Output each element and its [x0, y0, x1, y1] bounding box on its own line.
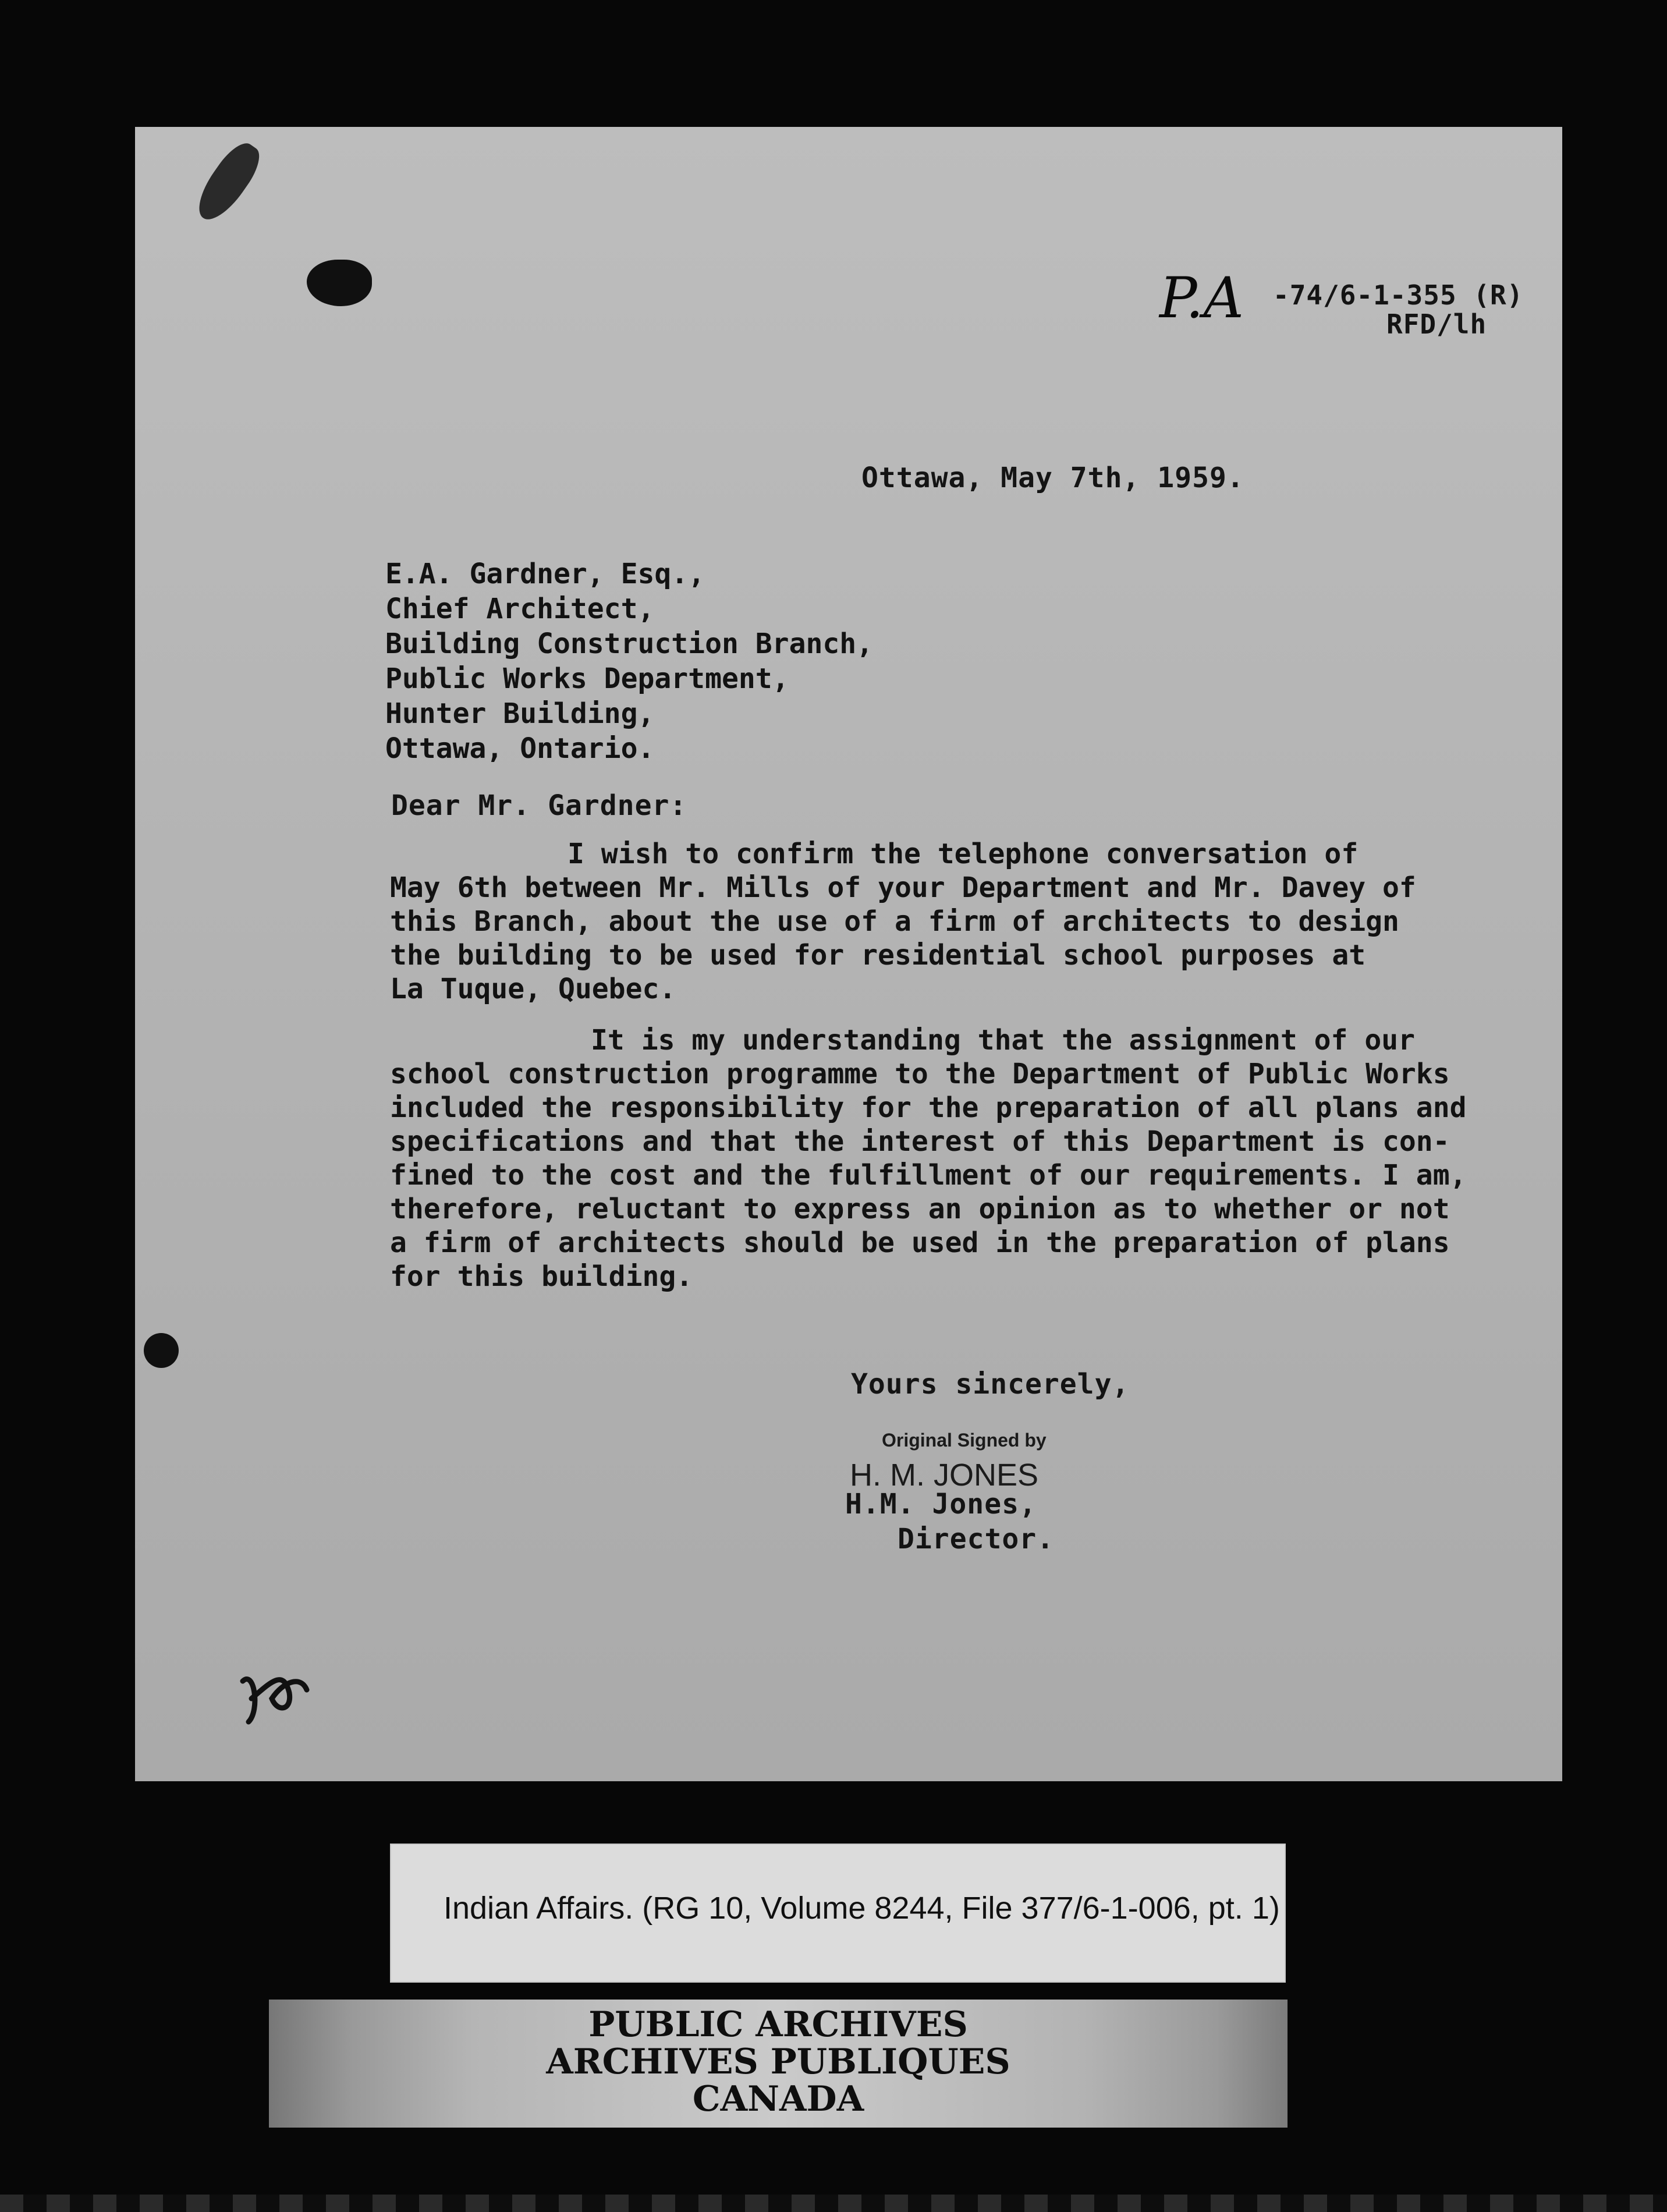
archive-stamp-line-2: ARCHIVES PUBLIQUES [546, 2041, 1010, 2082]
signer-title: Director. [898, 1523, 1055, 1555]
body-line: therefore, reluctant to express an opinion as to whether or not [390, 1193, 1450, 1225]
file-number: -74/6-1-355 (R) [1273, 279, 1524, 311]
archive-stamp-line-3: CANADA [692, 2079, 864, 2119]
recipient-line: Public Works Department, [385, 662, 789, 695]
body-line: for this building. [390, 1260, 693, 1293]
body-line: the building to be used for residential school purposes at [390, 939, 1366, 972]
salutation: Dear Mr. Gardner: [391, 789, 687, 822]
film-edge-strip [0, 2195, 1667, 2212]
recipient-line: Building Construction Branch, [385, 628, 874, 660]
archive-reference-text: Indian Affairs. (RG 10, Volume 8244, File 377/6-1-006, pt. 1) [444, 1891, 1280, 1926]
archive-reference-label [390, 1844, 1286, 1983]
body-line: I wish to confirm the telephone conversation of [568, 838, 1359, 870]
reference-initials: RFD/lh [1386, 309, 1487, 340]
body-line: fined to the cost and the fulfillment of our requirements. I am, [390, 1159, 1467, 1192]
body-line: It is my understanding that the assignment of our [591, 1024, 1416, 1057]
recipient-line: Chief Architect, [385, 593, 655, 625]
punch-hole-left [144, 1333, 179, 1368]
recipient-line: Hunter Building, [385, 697, 655, 730]
ink-smudge-top-left [189, 136, 267, 228]
letter-page [135, 127, 1562, 1781]
closing: Yours sincerely, [851, 1368, 1130, 1401]
body-paragraph-2 [390, 1023, 1467, 1293]
archive-stamp [269, 2000, 1288, 2128]
recipient-line: E.A. Gardner, Esq., [385, 558, 705, 590]
recipient-line: Ottawa, Ontario. [385, 732, 655, 765]
body-line: La Tuque, Quebec. [390, 973, 676, 1005]
handwritten-initials [237, 1658, 318, 1728]
recipient-address [385, 556, 1363, 766]
body-line: specifications and that the interest of this Department is con- [390, 1125, 1450, 1158]
signer-name: H.M. Jones, [845, 1488, 1037, 1520]
body-line: school construction programme to the Department of Public Works [390, 1058, 1450, 1090]
body-line: a firm of architects should be used in the preparation of plans [390, 1226, 1450, 1259]
archive-stamp-line-1: PUBLIC ARCHIVES [588, 2004, 968, 2045]
signature-stamp-line-2: H. M. JONES [850, 1458, 1039, 1493]
handwritten-file-prefix: P.A [1159, 265, 1244, 331]
punch-hole-mark [307, 260, 372, 306]
body-line: May 6th between Mr. Mills of your Department and Mr. Davey of [390, 871, 1416, 904]
body-line: this Branch, about the use of a firm of architects to design [390, 905, 1399, 938]
signature-stamp-line-1: Original Signed by [882, 1430, 1047, 1451]
body-line: included the responsibility for the preparation of all plans and [390, 1091, 1467, 1124]
body-paragraph-1 [390, 837, 1416, 1006]
place-date: Ottawa, May 7th, 1959. [861, 462, 1244, 494]
